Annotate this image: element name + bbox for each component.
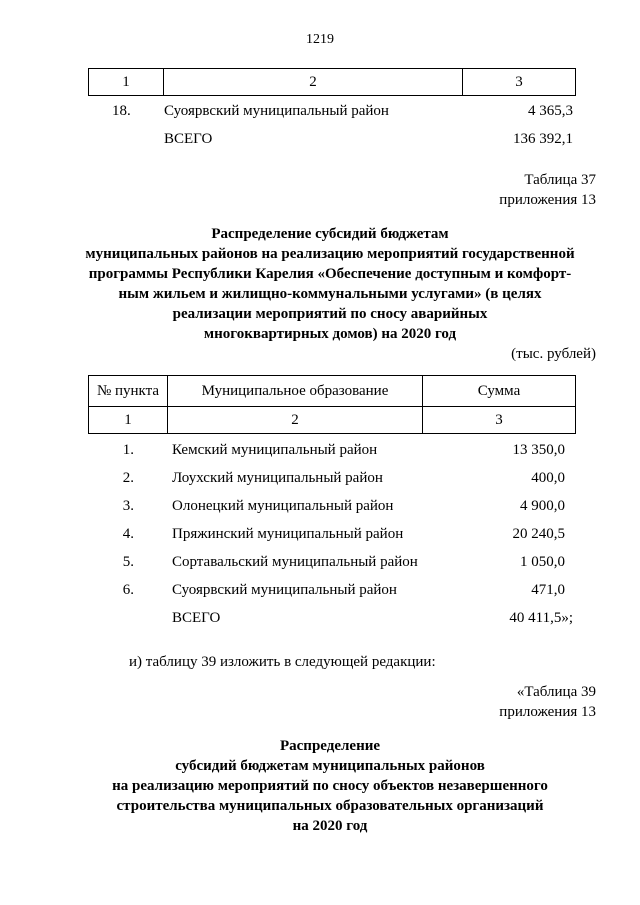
table-row-number: 2. [122,470,134,486]
column-header-number: № пункта [89,376,168,407]
table39-title-line: на реализацию мероприятий по сносу объектов незавершенного [112,778,548,794]
table-row-number: 4. [122,526,134,542]
table37-title-line: муниципальных районов на реализацию мероприятий государственной [85,246,575,262]
table37-title-line: реализации мероприятий по сносу аварийных [172,306,488,322]
table39-title-line: строительства муниципальных образовательных организаций [116,798,544,814]
table39-caption-line1: «Таблица 39 [516,684,596,700]
previous-table-header [88,68,576,96]
column-header-municipality: Муниципальное образование [168,376,423,407]
table37-title-line: ным жильем и жилищно-коммунальными услугами» (в целях [118,286,542,302]
previous-row-number: 18. [112,103,131,119]
table-row-name: Кемский муниципальный район [172,442,378,458]
previous-total-value: 136 392,1 [513,131,573,147]
table-row-value: 471,0 [531,582,565,598]
table-row-value: 400,0 [531,470,565,486]
table-row-value: 20 240,5 [512,526,565,542]
table-row-number: 3. [122,498,134,514]
table37-title-line: Распределение субсидий бюджетам [211,226,449,242]
column-number-2: 2 [168,407,423,434]
instruction-paragraph: и) таблицу 39 изложить в следующей редакции: [129,654,436,670]
column-number-3: 3 [423,407,576,434]
column-number-2: 2 [164,69,463,96]
table-row-value: 4 900,0 [520,498,565,514]
table37-caption [499,170,596,210]
table37-title [40,224,620,344]
column-number-1: 1 [89,407,168,434]
table-row-number: 1. [122,442,134,458]
column-header-amount: Сумма [423,376,576,407]
table39-caption [499,682,596,722]
table37-caption-line2: приложения 13 [499,192,596,208]
table39-title-line: на 2020 год [292,818,368,834]
table-total-value: 40 411,5»; [509,610,573,626]
table-row-value: 13 350,0 [512,442,565,458]
column-number-3: 3 [463,69,576,96]
previous-row-value: 4 365,3 [528,103,573,119]
table-row-name: Олонецкий муниципальный район [172,498,394,514]
table37-title-line: программы Республики Карелия «Обеспечение доступным и комфорт- [88,266,572,282]
previous-row-name: Суоярвский муниципальный район [164,103,389,119]
column-number-1: 1 [89,69,164,96]
previous-total-label: ВСЕГО [164,131,213,147]
table39-title [40,736,620,836]
table-row-number: 6. [122,582,134,598]
table-row-name: Суоярвский муниципальный район [172,582,397,598]
table-row-name: Сортавальский муниципальный район [172,554,418,570]
table-total-label: ВСЕГО [172,610,221,626]
table-row-name: Пряжинский муниципальный район [172,526,404,542]
table-row-value: 1 050,0 [520,554,565,570]
table-row-number: 5. [122,554,134,570]
table39-title-line: субсидий бюджетам муниципальных районов [175,758,485,774]
table37-caption-line1: Таблица 37 [524,172,596,188]
table-row-name: Лоухский муниципальный район [172,470,383,486]
table39-caption-line2: приложения 13 [499,704,596,720]
table39-title-line: Распределение [279,738,381,754]
table37-header [88,375,576,434]
table37-title-line: многоквартирных домов) на 2020 год [203,326,457,342]
units-label: (тыс. рублей) [511,346,596,362]
page-number: 1219 [306,32,334,47]
